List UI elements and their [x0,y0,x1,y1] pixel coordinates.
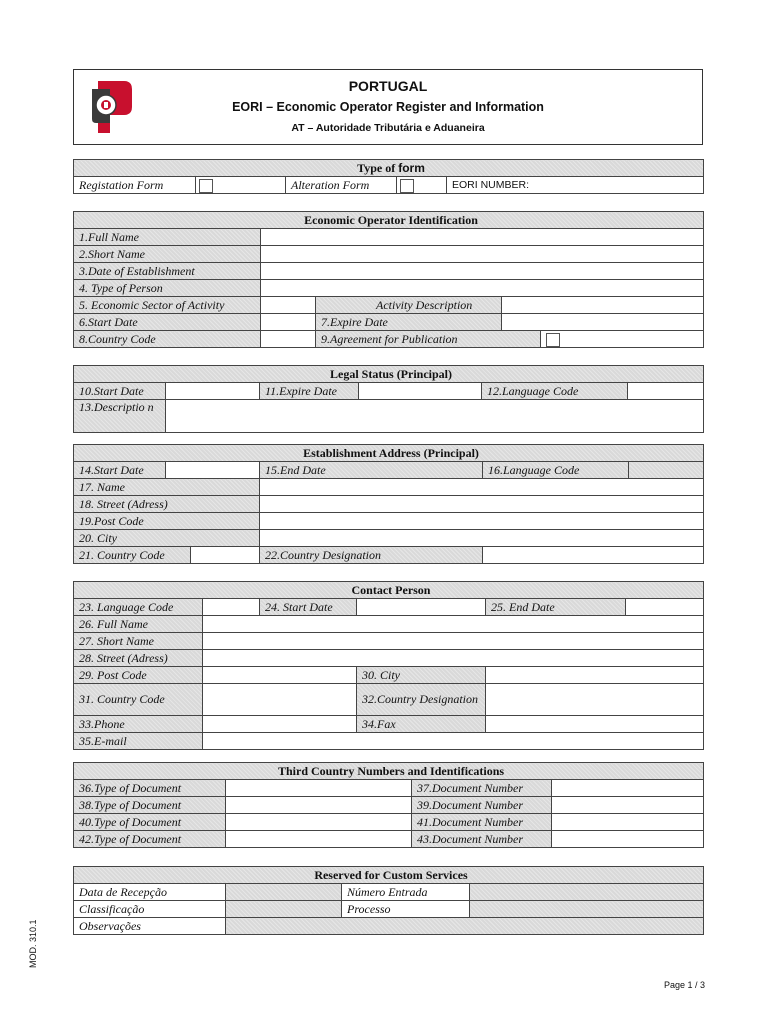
est-start-date-field[interactable] [166,462,260,479]
sector-field[interactable] [261,297,316,314]
contact-fax-field[interactable] [486,716,704,733]
contact-email-field[interactable] [203,733,704,750]
type-of-document-36-label: 36.Type of Document [74,780,226,797]
operator-title: Economic Operator Identification [74,212,704,229]
contact-city-field[interactable] [486,667,704,684]
establishment-address-table [73,444,704,564]
est-start-date-label: 14.Start Date [74,462,166,479]
alteration-form-checkbox-cell [397,177,447,194]
date-establishment-label: 3.Date of Establishment [74,263,261,280]
contact-start-date-label: 24. Start Date [260,599,357,616]
type-of-form-title-b: form [398,160,425,175]
type-of-document-38-field[interactable] [226,797,412,814]
reserved-title: Reserved for Custom Services [74,867,704,884]
short-name-label: 2.Short Name [74,246,261,263]
third-country-table [73,762,704,848]
eori-number-label: EORI NUMBER: [447,177,704,194]
document-title: PORTUGAL [348,78,428,94]
est-language-code-field[interactable] [629,462,704,479]
contact-post-code-field[interactable] [203,667,357,684]
contact-fax-label: 34.Fax [357,716,486,733]
contact-street-label: 28. Street (Adress) [74,650,203,667]
contact-end-date-label: 25. End Date [486,599,626,616]
classificacao-field[interactable] [226,901,342,918]
page-number: Page 1 / 3 [664,980,706,990]
contact-country-code-field[interactable] [203,684,357,716]
legal-start-date-field[interactable] [166,383,260,400]
document-number-37-label: 37.Document Number [412,780,552,797]
contact-country-code-label: 31. Country Code [74,684,203,716]
est-country-designation-label: 22.Country Designation [260,547,483,564]
processo-label: Processo [342,901,470,918]
document-header [73,69,703,145]
registration-form-label: Registation Form [74,177,196,194]
document-number-39-label: 39.Document Number [412,797,552,814]
est-country-code-label: 21. Country Code [74,547,191,564]
legal-start-date-label: 10.Start Date [74,383,166,400]
legal-expire-date-field[interactable] [359,383,482,400]
full-name-label: 1.Full Name [74,229,261,246]
type-of-document-40-field[interactable] [226,814,412,831]
est-country-code-field[interactable] [191,547,260,564]
operator-identification-table [73,211,704,348]
type-of-form-table [73,159,704,194]
type-of-document-42-field[interactable] [226,831,412,848]
numero-entrada-label: Número Entrada [342,884,470,901]
contact-email-label: 35.E-mail [74,733,203,750]
full-name-field[interactable] [261,229,704,246]
form-model-code [22,918,82,968]
contact-post-code-label: 29. Post Code [74,667,203,684]
processo-field[interactable] [470,901,704,918]
document-number-37-field[interactable] [552,780,704,797]
contact-language-code-label: 23. Language Code [74,599,203,616]
data-recepcao-field[interactable] [226,884,342,901]
numero-entrada-field[interactable] [470,884,704,901]
contact-full-name-label: 26. Full Name [74,616,203,633]
contact-city-label: 30. City [357,667,486,684]
legal-language-code-label: 12.Language Code [482,383,628,400]
legal-status-table [73,365,704,433]
type-of-document-38-label: 38.Type of Document [74,797,226,814]
agreement-checkbox-cell [541,331,704,348]
type-of-document-40-label: 40.Type of Document [74,814,226,831]
est-end-date-label: 15.End Date [260,462,483,479]
contact-start-date-field[interactable] [357,599,486,616]
contact-short-name-field[interactable] [203,633,704,650]
document-number-41-field[interactable] [552,814,704,831]
establishment-title: Establishment Address (Principal) [74,445,704,462]
type-of-document-36-field[interactable] [226,780,412,797]
contact-phone-field[interactable] [203,716,357,733]
country-code-field[interactable] [261,331,316,348]
reserved-services-table [73,866,704,935]
document-number-39-field[interactable] [552,797,704,814]
est-street-label: 18. Street (Adress) [74,496,260,513]
expire-date-field[interactable] [502,314,704,331]
contact-language-code-field[interactable] [203,599,260,616]
contact-phone-label: 33.Phone [74,716,203,733]
est-name-field[interactable] [260,479,704,496]
agreement-label: 9.Agreement for Publication [316,331,541,348]
document-number-43-label: 43.Document Number [412,831,552,848]
short-name-field[interactable] [261,246,704,263]
contact-street-field[interactable] [203,650,704,667]
observacoes-field[interactable] [226,918,704,935]
country-code-label: 8.Country Code [74,331,261,348]
contact-short-name-label: 27. Short Name [74,633,203,650]
document-subtitle: EORI – Economic Operator Register and Information [232,100,544,114]
legal-language-code-field[interactable] [628,383,704,400]
legal-expire-date-label: 11.Expire Date [260,383,359,400]
est-post-code-field[interactable] [260,513,704,530]
document-number-43-field[interactable] [552,831,704,848]
registration-form-checkbox-cell [196,177,286,194]
contact-country-designation-label: 32.Country Designation [357,684,486,716]
type-person-field[interactable] [261,280,704,297]
date-establishment-field[interactable] [261,263,704,280]
legal-description-field[interactable] [166,400,704,433]
registration-form-checkbox[interactable] [199,179,213,193]
agreement-checkbox[interactable] [546,333,560,347]
est-name-label: 17. Name [74,479,260,496]
activity-description-field[interactable] [502,297,704,314]
expire-date-label: 7.Expire Date [316,314,502,331]
activity-description-label: Activity Description [316,297,502,314]
legal-status-title: Legal Status (Principal) [74,366,704,383]
data-recepcao-label: Data de Recepção [74,884,226,901]
document-authority: AT – Autoridade Tributária e Aduaneira [291,122,485,134]
form-model-code-text: MOD. 310.1 [28,919,38,968]
contact-full-name-field[interactable] [203,616,704,633]
type-of-document-42-label: 42.Type of Document [74,831,226,848]
type-of-form-title [74,160,704,177]
est-country-designation-field[interactable] [483,547,704,564]
est-language-code-label: 16.Language Code [483,462,629,479]
contact-person-table [73,581,704,750]
observacoes-label: Observações [74,918,226,935]
est-street-field[interactable] [260,496,704,513]
sector-label: 5. Economic Sector of Activity [74,297,261,314]
contact-country-designation-field[interactable] [486,684,704,716]
alteration-form-checkbox[interactable] [400,179,414,193]
third-country-title: Third Country Numbers and Identifications [74,763,704,780]
contact-end-date-field[interactable] [626,599,704,616]
classificacao-label: Classificação [74,901,226,918]
document-number-41-label: 41.Document Number [412,814,552,831]
start-date-label: 6.Start Date [74,314,261,331]
legal-description-label: 13.Descriptio n [74,400,166,433]
est-post-code-label: 19.Post Code [74,513,260,530]
type-of-form-title-a: Type of [357,160,399,175]
est-city-field[interactable] [260,530,704,547]
type-person-label: 4. Type of Person [74,280,261,297]
alteration-form-label: Alteration Form [286,177,397,194]
contact-title: Contact Person [74,582,704,599]
start-date-field[interactable] [261,314,316,331]
est-city-label: 20. City [74,530,260,547]
